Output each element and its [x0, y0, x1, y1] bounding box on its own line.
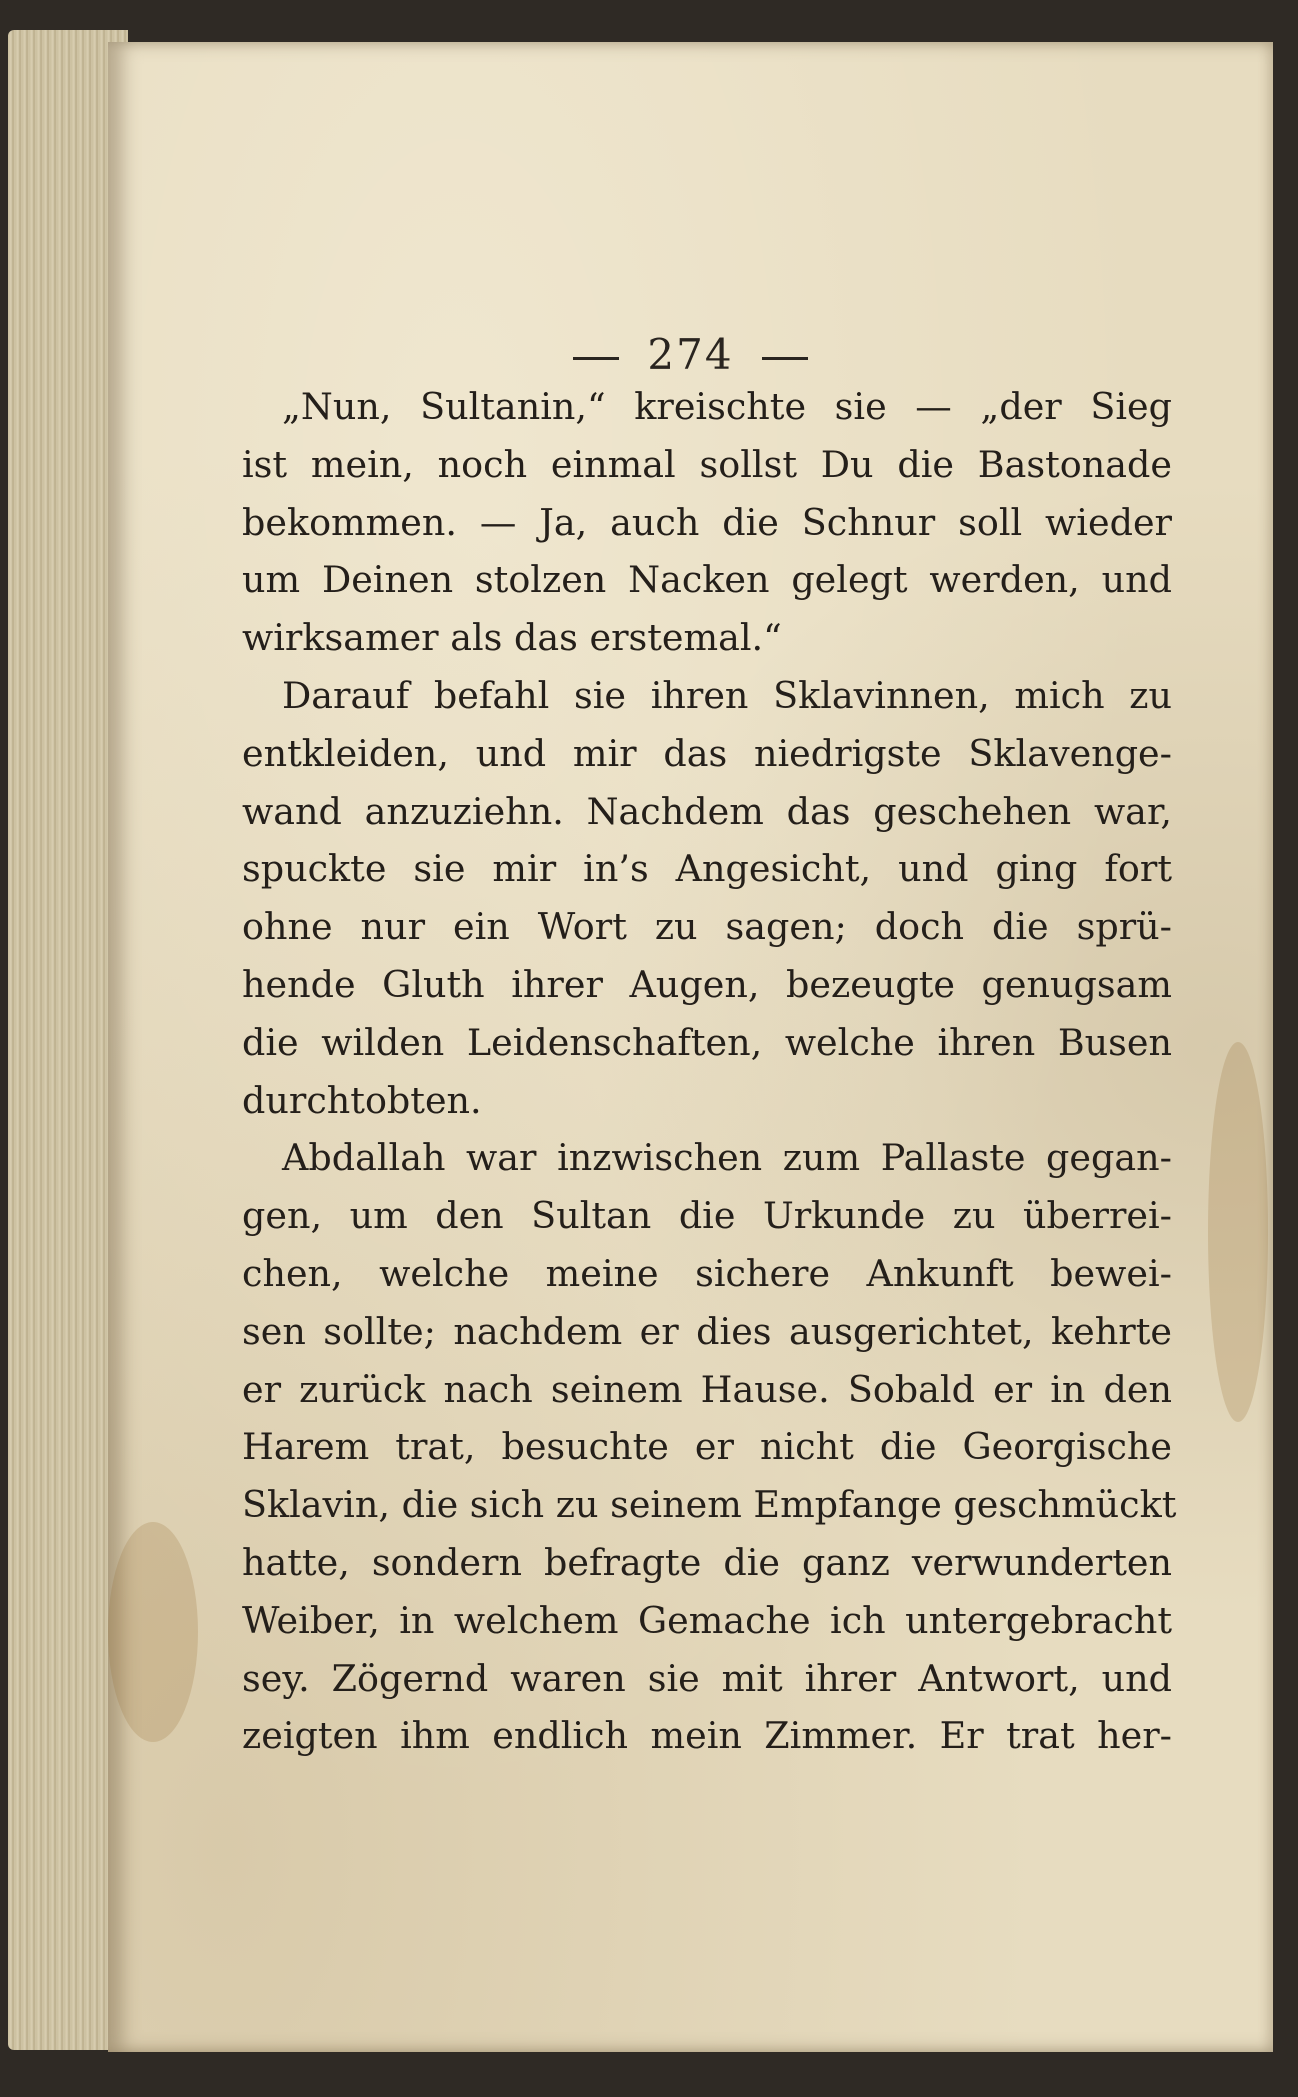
text-line: ist mein, noch einmal sollst Du die Bastonade: [242, 442, 1172, 486]
text-line: hende Gluth ihrer Augen, bezeugte genugsam: [242, 962, 1172, 1006]
text-line: zeigten ihm endlich mein Zimmer. Er trat her-: [242, 1714, 1172, 1758]
page-header: [108, 330, 1273, 379]
text-line: Weiber, in welchem Gemache ich untergebracht: [242, 1598, 1172, 1642]
text-line: die wilden Leidenschaften, welche ihren Busen: [242, 1020, 1172, 1064]
stain: [108, 1522, 198, 1742]
header-dash-left: [573, 357, 619, 360]
page-number: 274: [647, 330, 734, 379]
text-line: gen, um den Sultan die Urkunde zu überrei-: [242, 1194, 1172, 1238]
stain: [1208, 1042, 1268, 1422]
text-line: „Nun, Sultanin,“ kreischte sie — „der Sieg: [282, 385, 1172, 428]
text-line: Harem trat, besuchte er nicht die Georgische: [242, 1425, 1172, 1469]
text-line: spuckte sie mir in’s Angesicht, und ging fort: [242, 847, 1172, 891]
text-line: bekommen. — Ja, auch die Schnur soll wieder: [242, 500, 1172, 544]
text-line: wand anzuziehn. Nachdem das geschehen war,: [242, 789, 1172, 833]
text-line: ohne nur ein Wort zu sagen; doch die sprü-: [242, 905, 1172, 949]
text-line: Abdallah war inzwischen zum Pallaste gegan-: [282, 1136, 1172, 1180]
body-text: [242, 378, 1177, 1765]
text-line: sey. Zögernd waren sie mit ihrer Antwort, und: [242, 1656, 1172, 1700]
text-line: sen sollte; nachdem er dies ausgerichtet, kehrte: [242, 1309, 1172, 1353]
text-line: hatte, sondern befragte die ganz verwunderten: [242, 1540, 1172, 1584]
text-line: durchtobten.: [242, 1078, 482, 1122]
text-line: entkleiden, und mir das niedrigste Sklavenge-: [242, 731, 1172, 775]
text-line: wirksamer als das erstemal.“: [242, 616, 782, 660]
text-line: Darauf befahl sie ihren Sklavinnen, mich zu: [282, 673, 1172, 717]
text-line: um Deinen stolzen Nacken gelegt werden, und: [242, 558, 1172, 602]
text-line: chen, welche meine sichere Ankunft bewei-: [242, 1251, 1172, 1295]
text-line: Sklavin, die sich zu seinem Empfange geschmückt: [242, 1483, 1177, 1527]
header-dash-right: [762, 357, 808, 360]
text-line: er zurück nach seinem Hause. Sobald er in den: [242, 1367, 1172, 1411]
